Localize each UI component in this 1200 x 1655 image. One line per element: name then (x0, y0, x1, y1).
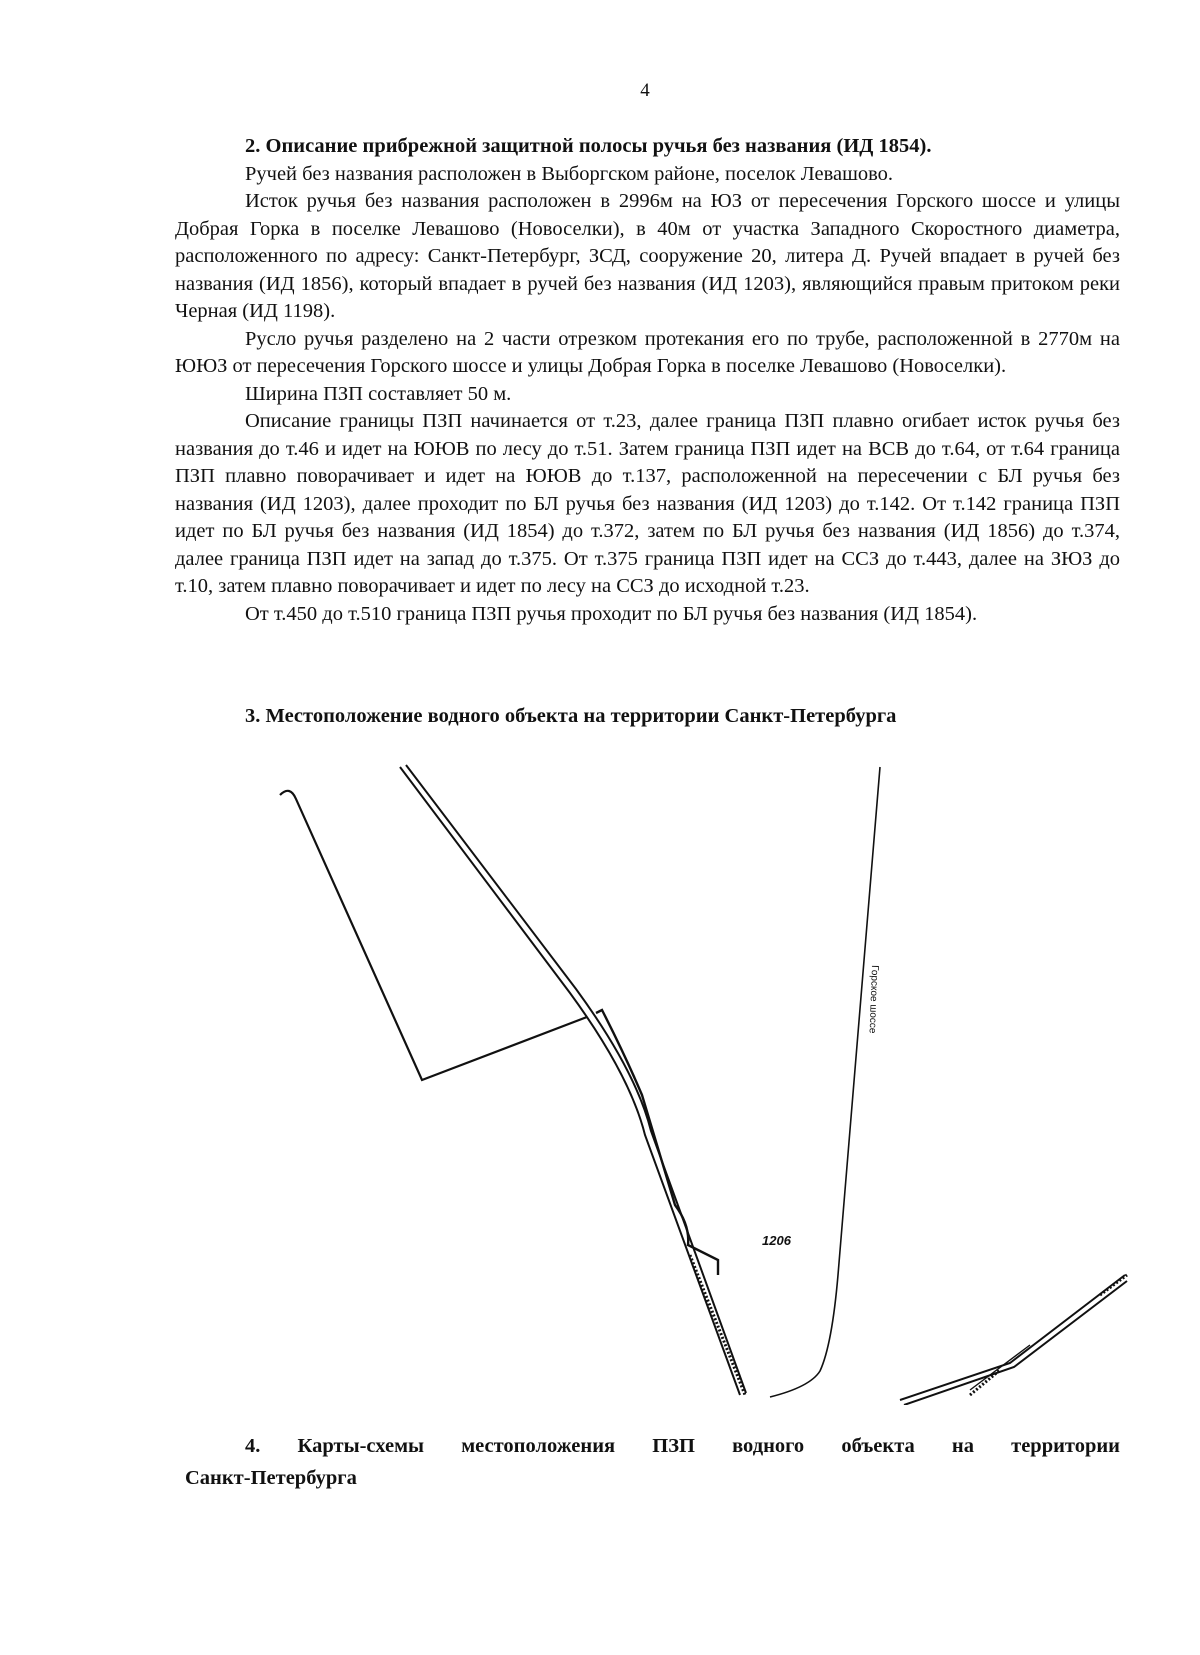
object-label: 1206 (762, 1233, 791, 1248)
section-4-title (185, 1430, 1120, 1494)
paragraph: Описание границы ПЗП начинается от т.23, далее граница ПЗП плавно огибает исток ручья без названия до т.46 и идет на ЮЮВ по лесу до т.51. Затем граница ПЗП идет на ВСВ до т.64, от т.64 граница ПЗП плавно поворачивает и идет на ЮЮВ до т.137, расположенной на пересечении с БЛ ручья без названия (ИД 1203), далее проходит по БЛ ручья без названия (ИД 1203) до т.142. От т.142 граница ПЗП идет по БЛ ручья без названия (ИД 1854) до т.372, затем по БЛ ручья без названия (ИД 1856) до т.374, далее граница ПЗП идет на запад до т.375. От т.375 граница ПЗП идет на ССЗ до т.443, далее на ЗЮЗ до т.10, затем плавно поворачивает и идет по лесу на ССЗ до исходной т.23. (175, 410, 1120, 597)
stream-right-hatch (970, 1370, 1000, 1395)
highway-line (400, 767, 740, 1395)
location-map (170, 755, 1130, 1405)
section-4-title-line1: 4. Карты-схемы местоположения ПЗП водного объекта на территории (245, 1435, 1120, 1457)
paragraph: От т.450 до т.510 граница ПЗП ручья проходит по БЛ ручья без названия (ИД 1854). (245, 602, 978, 625)
road-line (770, 767, 880, 1397)
stream-line (280, 791, 587, 1080)
stream-right (970, 1345, 1030, 1390)
paragraph: Ручей без названия расположен в Выборгском районе, поселок Левашово. (245, 162, 894, 185)
paragraph: Ширина ПЗП составляет 50 м. (245, 382, 512, 405)
section-2 (175, 133, 1120, 628)
brook-line (596, 1010, 718, 1275)
paragraph: Исток ручья без названия расположен в 2996м на ЮЗ от пересечения Горского шоссе и улицы Добрая Горка в поселке Левашово (Новоселки), в 40м от участка Западного Скоростного диаметра, расположенного по адресу: Санкт-Петербург, ЗСД, сооружение 20, литера Д. Ручей впадает в ручей без названия (ИД 1856), который впадает в ручей без названия (ИД 1203), являющийся правым притоком реки Черная (ИД 1198). (175, 190, 1120, 322)
page-number: 4 (640, 80, 650, 101)
section-3-title: 3. Местоположение водного объекта на территории Санкт-Петербурга (245, 705, 897, 727)
section-2-title: 2. Описание прибрежной защитной полосы ручья без названия (ИД 1854). (245, 135, 932, 157)
highway-hatch (690, 1255, 745, 1395)
road-right (900, 1275, 1125, 1400)
section-4-title-line2: Санкт-Петербурга (185, 1467, 357, 1489)
highway-line-2 (406, 765, 746, 1393)
road-label: Горское шоссе (866, 964, 880, 1034)
paragraph: Русло ручья разделено на 2 части отрезком протекания его по трубе, расположенной в 2770м на ЮЮЗ от пересечения Горского шоссе и улицы Добрая Горка в поселке Левашово (Новоселки). (175, 327, 1120, 377)
